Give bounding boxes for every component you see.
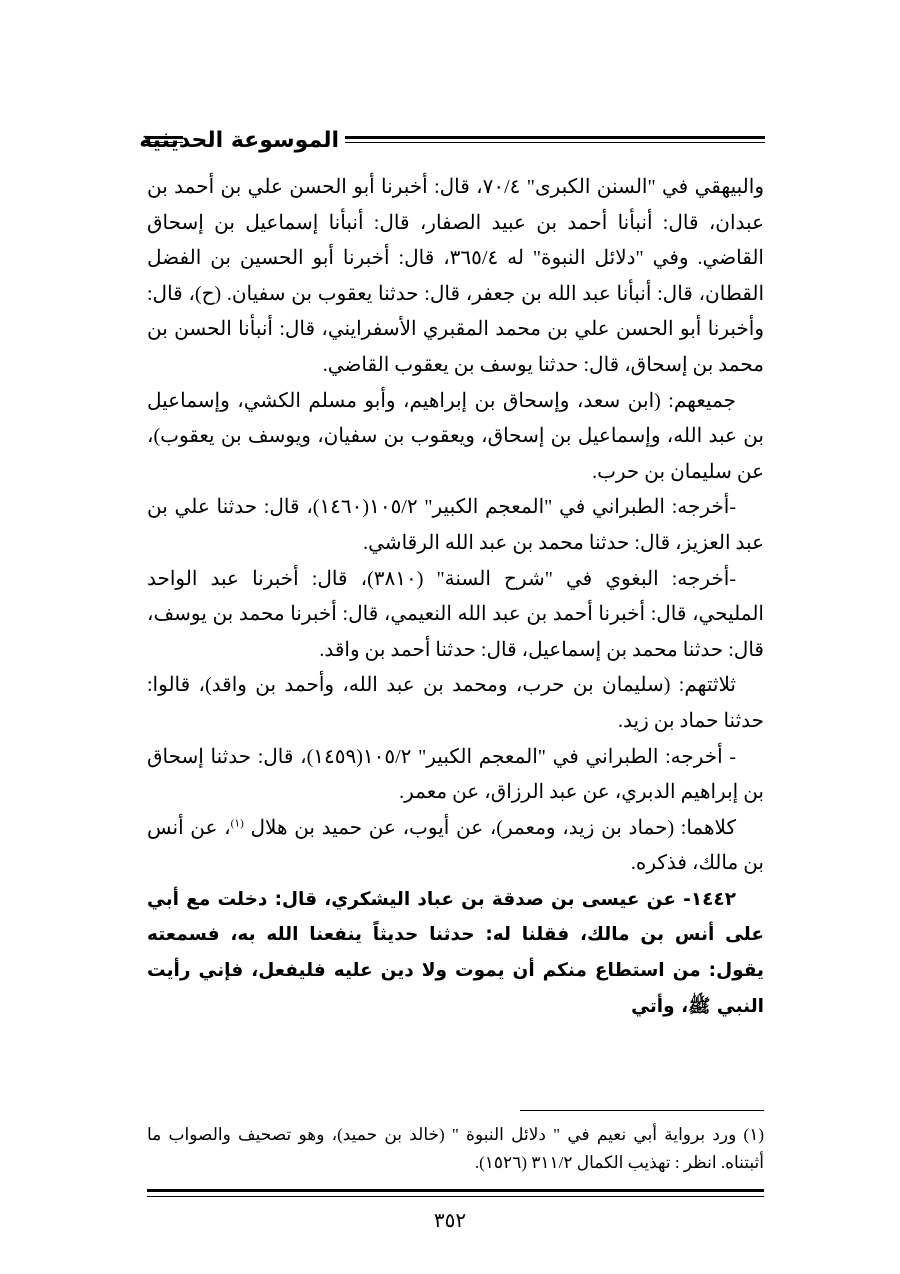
header-title: الموسوعة الحديثية: [139, 128, 339, 153]
paragraph-1: والبيهقي في "السنن الكبرى" ٧٠/٤، قال: أخبرنا أبو الحسن علي بن أحمد بن عبدان، قال: أنبأنا أحمد بن عبيد الصفار، قال: أنبأنا إسماعيل بن إسحاق القاضي. وفي "دلائل النبوة" له ٣٦٥/٤، قال: أخبرنا أبو الحسين بن الفضل القطان، قال: أنبأنا عبد الله بن جعفر، قال: حدثنا يعقوب بن سفيان. (ح)، قال: وأخبرنا أبو الحسن علي بن محمد المقبري الأسفرايني، قال: أنبأنا الحسن بن محمد بن إسحاق، قال: حدثنا يوسف بن يعقوب القاضي.: [147, 176, 764, 376]
paragraph-6: - أخرجه: الطبراني في "المعجم الكبير" ١٠٥/٢(١٤٥٩)، قال: حدثنا إسحاق بن إبراهيم الدبري، عن عبد الرزاق، عن معمر.: [147, 745, 764, 804]
paragraph-3: -أخرجه: الطبراني في "المعجم الكبير" ١٠٥/٢(١٤٦٠)، قال: حدثنا علي بن عبد العزيز، قال: حدثنا محمد بن عبد الله الرقاشي.: [147, 496, 764, 554]
page-number: ٣٥٢: [433, 1210, 467, 1232]
running-header: [139, 124, 765, 158]
paragraph-7-text-a: كلاهما: (حماد بن زيد، ومعمر)، عن أيوب، عن حميد بن هلال: [243, 816, 736, 839]
footer-rule-thick: [147, 1189, 764, 1192]
footnote-text: (١) ورد برواية أبي نعيم في " دلائل النبوة " (خالد بن حميد)، وهو تصحيف والصواب ما أثبتناه. انظر : تهذيب الكمال ٣١١/٢ (١٥٢٦).: [147, 1125, 764, 1172]
paragraph-2: جميعهم: (ابن سعد، وإسحاق بن إبراهيم، وأبو مسلم الكشي، وإسماعيل بن عبد الله، وإسماعيل بن إسحاق، ويعقوب بن سفيان، ويوسف بن يعقوب)، عن سليمان بن حرب.: [147, 389, 764, 483]
footnote-separator: [520, 1110, 764, 1111]
paragraph-7: [147, 811, 764, 882]
paragraph-5: ثلاثتهم: (سليمان بن حرب، ومحمد بن عبد الله، وأحمد بن واقد)، قالوا: حدثنا حماد بن زيد.: [147, 674, 764, 732]
hadith-1442: ١٤٤٢- عن عيسى بن صدقة بن عباد اليشكري، قال: دخلت مع أبي على أنس بن مالك، فقلنا له: حدثنا حديثاً ينفعنا الله به، فسمعته يقول: من استطاع منكم أن يموت ولا دين عليه فليفعل، فإني رأيت النبي ﷺ، وأتي: [147, 888, 764, 1017]
header-rule-thin: [345, 142, 765, 143]
header-rule-short-thick: [145, 136, 183, 139]
footnote-marker: (١): [230, 817, 244, 830]
footer-rule-thin: [147, 1196, 764, 1197]
header-rule-thick: [345, 136, 765, 139]
page-body: [147, 170, 764, 1024]
footnote: [147, 1121, 764, 1177]
paragraph-7-text-b: ، عن أنس بن مالك، فذكره.: [147, 816, 764, 875]
header-rule-short-thin: [145, 142, 183, 143]
paragraph-4: -أخرجه: البغوي في "شرح السنة" (٣٨١٠)، قال: أخبرنا عبد الواحد المليحي، قال: أخبرنا أحمد بن عبد الله النعيمي، قال: أخبرنا محمد بن يوسف، قال: حدثنا محمد بن إسماعيل، قال: حدثنا أحمد بن واقد.: [147, 567, 764, 661]
